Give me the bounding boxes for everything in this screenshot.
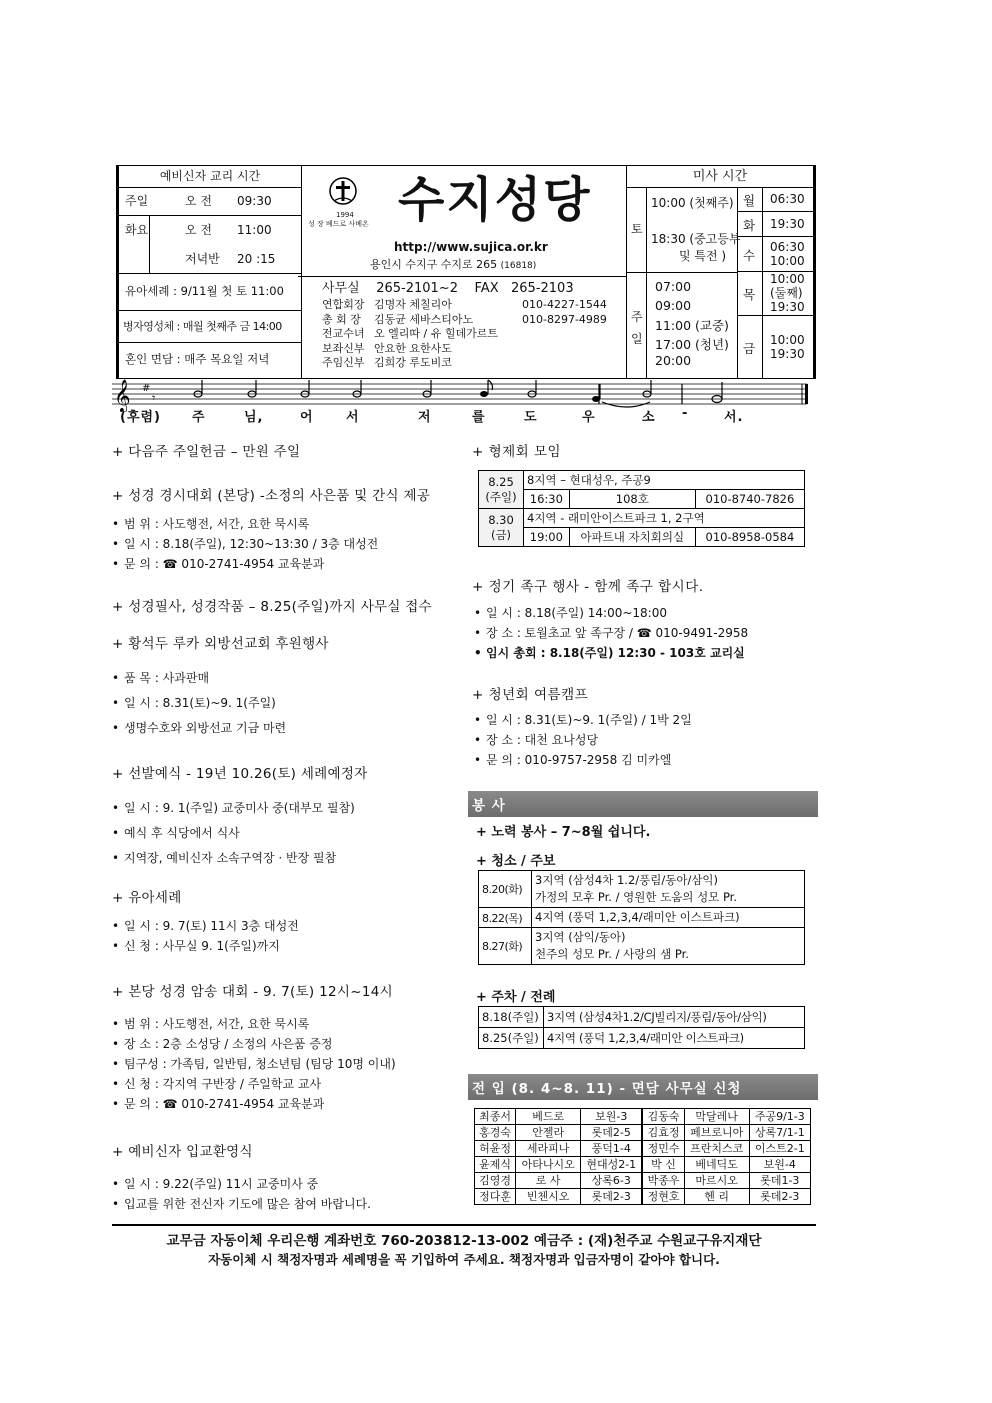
table-cell: 010-8958-0584 xyxy=(695,528,804,547)
catechism-evening-label: 저녁반 xyxy=(185,252,220,266)
catechism-evening-time: 20 :15 xyxy=(237,252,276,266)
list-item: • 장 소 : 대천 요나성당 xyxy=(474,730,814,750)
left-section xyxy=(112,440,462,470)
church-logo xyxy=(328,176,358,206)
table-cell: 베네딕도 xyxy=(684,1157,749,1173)
table-cell: 롯데2-5 xyxy=(581,1125,643,1141)
staff-name: 안요한 요한사도 xyxy=(374,341,452,355)
lyric-syllable: 서. xyxy=(724,410,744,425)
section-items xyxy=(112,796,462,871)
table-cell: 헨 리 xyxy=(684,1189,749,1205)
table-row xyxy=(475,1173,811,1189)
table-cell: 보원-3 xyxy=(581,1109,643,1125)
table-cell: 8.18(주일) xyxy=(479,1007,544,1028)
table-row xyxy=(479,509,805,528)
saturday-label: 토 xyxy=(631,222,643,236)
mass-times-title: 미사 시간 xyxy=(627,166,813,188)
table-cell: 아타나시오 xyxy=(516,1157,581,1173)
weekday-row xyxy=(738,187,813,212)
table-row xyxy=(479,528,805,547)
cleaning-line: 천주의 성모 Pr. / 사랑의 샘 Pr. xyxy=(535,947,689,961)
table-cell: 정현호 xyxy=(642,1189,684,1205)
brothers-title: + 형제회 모임 xyxy=(472,444,562,460)
weekday-time: 06:30 xyxy=(770,239,805,254)
section-items xyxy=(112,916,462,956)
list-item: • 문 의 : 010-9757-2958 김 미카엘 xyxy=(474,750,814,770)
list-item: • 임시 총회 : 8.18(주일) 12:30 - 103호 교리실 xyxy=(474,643,814,663)
weekday-time: 19:30 xyxy=(770,300,805,314)
table-row xyxy=(475,1157,811,1173)
lyric-syllable: 님, xyxy=(244,410,264,425)
lyric-syllable: 우 xyxy=(582,410,596,425)
cleaning-line: 3지역 (삼익/동아) xyxy=(535,930,626,944)
list-item: • 일 시 : 8.18(주일) 14:00~18:00 xyxy=(474,603,814,623)
weekday-time: 19:30 xyxy=(770,346,805,361)
staff-name: 김동균 세바스티아노 xyxy=(374,312,474,326)
table-cell xyxy=(532,928,805,965)
list-item: • 일 시 : 9. 1(주일) 교중미사 중(대부모 필참) xyxy=(112,796,462,821)
cleaning-table xyxy=(478,870,805,965)
list-item: • 신 청 : 사무실 9. 1(주일)까지 xyxy=(112,936,462,956)
office-phone-line: 사무실 265-2101~2 FAX 265-2103 xyxy=(322,281,574,296)
table-cell: 8.25(주일) xyxy=(479,1028,544,1049)
lyric-syllable: - xyxy=(682,406,689,421)
weekday-divider xyxy=(762,187,763,378)
table-cell: 허윤정 xyxy=(475,1141,516,1157)
weekday-label: 수 xyxy=(743,247,756,263)
cleaning-line: 가정의 모후 Pr. / 영원한 도움의 성모 Pr. xyxy=(535,890,737,904)
weekday-time: 10:00 xyxy=(770,253,805,268)
section-title: + 성경 경시대회 (본당) -소정의 사은품 및 간식 제공 xyxy=(112,488,431,504)
weekday-times xyxy=(738,187,813,378)
table-cell: 빈첸시오 xyxy=(516,1189,581,1205)
table-row xyxy=(479,928,805,965)
soccer-title: + 정기 족구 행사 - 함께 족구 합시다. xyxy=(472,579,704,595)
lyric-syllable: 소 xyxy=(642,410,656,425)
table-cell: 상록7/1-1 xyxy=(749,1125,810,1141)
table-cell: 풍덕1-4 xyxy=(581,1141,643,1157)
left-section xyxy=(112,632,462,741)
camp-items xyxy=(474,710,814,770)
table-cell: 8지역 – 현대성우, 주공9 xyxy=(524,471,805,490)
table-cell: 16:30 xyxy=(524,490,570,509)
sunday-time: 17:00 (청년) xyxy=(655,336,729,352)
weekday-label: 월 xyxy=(743,193,756,208)
table-row xyxy=(479,1007,805,1028)
table-cell: 막달레나 xyxy=(684,1109,749,1125)
table-cell: 정다훈 xyxy=(475,1189,516,1205)
sunday-time: 20:00 xyxy=(655,353,692,368)
list-item: • 팀구성 : 가족팀, 일반팀, 청소년팀 (팀당 10명 이내) xyxy=(112,1054,462,1074)
weekday-label: 화 xyxy=(743,217,756,233)
saturday-time-2: 18:30 (중고등부 xyxy=(651,232,741,246)
list-item: • 문 의 : ☎ 010-2741-4954 교육분과 xyxy=(112,554,462,574)
table-cell xyxy=(479,471,524,509)
table-cell: 19:00 xyxy=(524,528,570,547)
church-name: 수지성당 xyxy=(398,172,592,228)
logo-year: 1994 xyxy=(336,211,354,219)
staff-row xyxy=(322,326,622,341)
table-cell: 페브로니아 xyxy=(684,1125,749,1141)
table-cell: 주공9/1-3 xyxy=(749,1109,810,1125)
section-title: + 예비신자 입교환영식 xyxy=(112,1144,253,1160)
catechism-tuesday-ampm: 오 전 xyxy=(185,223,212,237)
table-cell: 아파트내 자치회의실 xyxy=(569,528,695,547)
list-item: • 생명수호와 외방선교 기금 마련 xyxy=(112,716,462,741)
table-cell: 4지역 - 래미안이스트파크 1, 2구역 xyxy=(524,509,805,528)
table-cell: 로 사 xyxy=(516,1173,581,1189)
lyric-syllable: 서 xyxy=(346,410,360,425)
weekday-time: 06:30 xyxy=(770,192,805,206)
infant-baptism-info: 유아세례 : 9/11월 첫 토 11:00 xyxy=(125,284,284,298)
catechism-sunday-day: 주일 xyxy=(125,194,149,208)
table-cell: 마르시오 xyxy=(684,1173,749,1189)
staff-row xyxy=(322,312,622,327)
lyric-syllable: 어 xyxy=(300,410,314,425)
meeting-date: 8.25 xyxy=(488,474,514,489)
list-item: • 예식 후 식당에서 식사 xyxy=(112,821,462,846)
section-items xyxy=(112,666,462,741)
section-title: + 선발예식 - 19년 10.26(토) 세례예정자 xyxy=(112,766,368,782)
table-cell: 세라피나 xyxy=(516,1141,581,1157)
service-note: + 노력 봉사 – 7~8월 쉽니다. xyxy=(476,825,651,840)
parking-table xyxy=(478,1006,805,1049)
table-cell: 홍경숙 xyxy=(475,1125,516,1141)
table-cell: 4지역 (풍덕 1,2,3,4/래미안 이스트파크) xyxy=(544,1028,805,1049)
weekday-time: 10:00 xyxy=(770,332,805,347)
staff-name: 김희강 루도비코 xyxy=(374,356,452,370)
transfer-table xyxy=(474,1108,811,1205)
lyric-syllable: (후렴) xyxy=(120,410,161,425)
saturday-time-1: 10:00 (첫째주) xyxy=(651,196,734,210)
weekday-time: 19:30 xyxy=(770,216,805,231)
list-item: • 일 시 : 8.18(주일), 12:30~13:30 / 3층 대성전 xyxy=(112,534,462,554)
table-cell: 김동숙 xyxy=(642,1109,684,1125)
catechism-sunday-ampm: 오 전 xyxy=(185,194,212,208)
weekday-row xyxy=(738,211,813,237)
table-cell: 롯데2-3 xyxy=(749,1189,810,1205)
table-cell: 윤제식 xyxy=(475,1157,516,1173)
table-cell: 박 신 xyxy=(642,1157,684,1173)
section-title: + 다음주 주일헌금 – 만원 주일 xyxy=(112,444,301,460)
section-title: + 성경필사, 성경작품 – 8.25(주일)까지 사무실 접수 xyxy=(112,599,432,615)
weekday-time: 10:00 xyxy=(770,272,805,286)
soccer-items xyxy=(474,603,814,663)
staff-row xyxy=(322,297,622,312)
section-title: + 본당 성경 암송 대회 - 9. 7(토) 12시~14시 xyxy=(112,984,393,1000)
staff-phone: 010-8297-4989 xyxy=(522,312,607,326)
catechism-schedule-box xyxy=(116,165,302,379)
meeting-day: (주일) xyxy=(485,489,517,504)
table-cell: 8.27(화) xyxy=(479,928,532,965)
church-address: 용인시 수지구 수지로 265 (16818) xyxy=(370,258,537,271)
list-item: • 장 소 : 토월초교 앞 족구장 / ☎ 010-9491-2958 xyxy=(474,623,814,643)
table-cell: 010-8740-7826 xyxy=(695,490,804,509)
section-items xyxy=(112,1174,462,1214)
weekday-row xyxy=(738,271,813,316)
table-cell: 8.20(화) xyxy=(479,871,532,908)
lyrics xyxy=(112,406,812,426)
list-item: • 일 시 : 8.31(토)~9. 1(주일) / 1박 2일 xyxy=(474,710,814,730)
meeting-day: (금) xyxy=(490,527,512,542)
list-item: • 범 위 : 사도행전, 서간, 요한 묵시록 xyxy=(112,1014,462,1034)
table-row xyxy=(475,1141,811,1157)
staff-phone: 010-4227-1544 xyxy=(522,298,607,311)
camp-title: + 청년회 여름캠프 xyxy=(472,687,589,703)
table-cell xyxy=(479,509,524,547)
table-cell xyxy=(532,871,805,908)
sunday-time: 11:00 (교중) xyxy=(655,318,729,333)
catechism-tuesday-day: 화요 xyxy=(125,223,149,237)
list-item: • 신 청 : 각지역 구반장 / 주일학교 교사 xyxy=(112,1074,462,1094)
staff-role: 보좌신부 xyxy=(322,341,365,355)
table-cell: 8.22(목) xyxy=(479,908,532,928)
catechism-tuesday-time: 11:00 xyxy=(237,223,272,237)
staff-name: 김명자 체칠리아 xyxy=(374,298,452,311)
table-cell: 롯데2-3 xyxy=(581,1189,643,1205)
footer-account: 교무금 자동이체 우리은행 계좌번호 760-203812-13-002 예금주 : (재)천주교 수원교구유지재단 xyxy=(166,1233,762,1249)
svg-text:𝄞: 𝄞 xyxy=(114,379,131,412)
list-item: • 장 소 : 2층 소성당 / 소정의 사은품 증정 xyxy=(112,1034,462,1054)
table-row xyxy=(479,871,805,908)
service-bar: 봉 사 xyxy=(468,791,818,817)
left-section xyxy=(112,595,462,625)
list-item: • 지역장, 예비신자 소속구역장 · 반장 필참 xyxy=(112,846,462,871)
sunday-time: 09:00 xyxy=(655,297,692,313)
weekday-row xyxy=(738,315,813,378)
music-staff xyxy=(112,378,812,428)
staff-role: 주임신부 xyxy=(322,356,365,370)
table-cell: 김효정 xyxy=(642,1125,684,1141)
left-section xyxy=(112,1140,462,1214)
table-cell: 보원-4 xyxy=(749,1157,810,1173)
weekday-label: 목 xyxy=(743,287,756,302)
footer-divider xyxy=(112,1224,816,1226)
left-section xyxy=(112,762,462,871)
table-cell: 이스트2-1 xyxy=(749,1141,810,1157)
staff-role: 연합회장 xyxy=(322,298,365,311)
section-items xyxy=(112,1014,462,1114)
staff-role: 전교수녀 xyxy=(322,327,365,341)
transfer-bar: 전 입 (8. 4~8. 11) - 면담 사무실 신청 xyxy=(468,1074,818,1100)
parking-title: + 주차 / 전례 xyxy=(476,990,556,1005)
section-title: + 황석두 루카 외방선교회 후원행사 xyxy=(112,636,329,652)
marriage-interview-info: 혼인 면담 : 매주 목요일 저녁 xyxy=(125,352,270,366)
table-row xyxy=(475,1189,811,1205)
list-item: • 입교를 위한 전신자 기도에 많은 참여 바랍니다. xyxy=(112,1194,462,1214)
list-item: • 일 시 : 8.31(토)~9. 1(주일) xyxy=(112,691,462,716)
table-cell: 김영경 xyxy=(475,1173,516,1189)
staff-role: 총 회 장 xyxy=(322,312,361,326)
lyric-syllable: 주 xyxy=(192,410,206,425)
table-row xyxy=(475,1109,811,1125)
church-info-box xyxy=(298,165,626,379)
catechism-sunday-time: 09:30 xyxy=(237,194,272,208)
weekday-row xyxy=(738,236,813,272)
church-url[interactable]: http://www.sujica.or.kr xyxy=(394,240,548,254)
list-item: • 문 의 : ☎ 010-2741-4954 교육분과 xyxy=(112,1094,462,1114)
brothers-table xyxy=(478,470,805,547)
table-cell: 현대성2-1 xyxy=(581,1157,643,1173)
table-cell: 정민수 xyxy=(642,1141,684,1157)
weekday-time: (둘째) xyxy=(770,286,803,300)
staff-row xyxy=(322,341,622,356)
table-cell: 베드로 xyxy=(516,1109,581,1125)
meeting-date: 8.30 xyxy=(488,512,514,527)
cleaning-title: + 청소 / 주보 xyxy=(476,854,556,869)
cleaning-line: 4지역 (풍덕 1,2,3,4/래미안 이스트파크) xyxy=(535,910,740,924)
sunday-label: 주 일 xyxy=(631,310,643,346)
catechism-title: 예비신자 교리 시간 xyxy=(119,166,301,188)
table-cell: 최종서 xyxy=(475,1109,516,1125)
table-row xyxy=(479,471,805,490)
svg-text:#: # xyxy=(142,383,151,394)
sunday-time: 07:00 xyxy=(655,279,692,294)
svg-text:𝄾: 𝄾 xyxy=(152,391,156,405)
table-cell: 3지역 (삼성4차1.2/CJ빌리지/풍림/동아/삼익) xyxy=(544,1007,805,1028)
lyric-syllable: 를 xyxy=(472,410,486,425)
lyric-syllable: 저 xyxy=(418,410,432,425)
table-cell: 상록6-3 xyxy=(581,1173,643,1189)
table-row xyxy=(479,908,805,928)
left-section xyxy=(112,484,462,574)
staff-name: 오 엘리따 / 유 힐데가르트 xyxy=(374,327,498,341)
table-cell: 프란치스코 xyxy=(684,1141,749,1157)
table-cell xyxy=(532,908,805,928)
section-items xyxy=(112,514,462,574)
list-item: • 일 시 : 9.22(주일) 11시 교중미사 중 xyxy=(112,1174,462,1194)
cleaning-line: 3지역 (삼성4차 1.2/풍림/동아/삼익) xyxy=(535,873,719,887)
section-title: + 유아세례 xyxy=(112,890,182,906)
table-cell: 108호 xyxy=(569,490,695,509)
left-section xyxy=(112,886,462,956)
list-item: • 범 위 : 사도행전, 서간, 요한 묵시록 xyxy=(112,514,462,534)
weekday-label: 금 xyxy=(743,340,756,356)
list-item: • 품 목 : 사과판매 xyxy=(112,666,462,691)
lyric-syllable: 도 xyxy=(524,410,538,425)
list-item: • 일 시 : 9. 7(토) 11시 3층 대성전 xyxy=(112,916,462,936)
table-row xyxy=(479,1028,805,1049)
table-cell: 박종우 xyxy=(642,1173,684,1189)
staff-row xyxy=(322,355,622,370)
table-cell: 롯데1-3 xyxy=(749,1173,810,1189)
footer-note: 자동이체 시 책정자명과 세례명을 꼭 기입하여 주세요. 책정자명과 입금자명이 같아야 합니다. xyxy=(208,1252,720,1267)
table-cell: 안젤라 xyxy=(516,1125,581,1141)
table-row xyxy=(479,490,805,509)
logo-caption: 성 장 베드로 사베온 xyxy=(308,220,369,228)
mass-times-box xyxy=(626,165,816,379)
left-section xyxy=(112,980,462,1114)
saturday-time-3: 및 특전 ) xyxy=(679,249,727,263)
table-row xyxy=(475,1125,811,1141)
sick-communion-info: 병자영성체 : 매월 첫째주 금 14:00 xyxy=(123,320,282,333)
